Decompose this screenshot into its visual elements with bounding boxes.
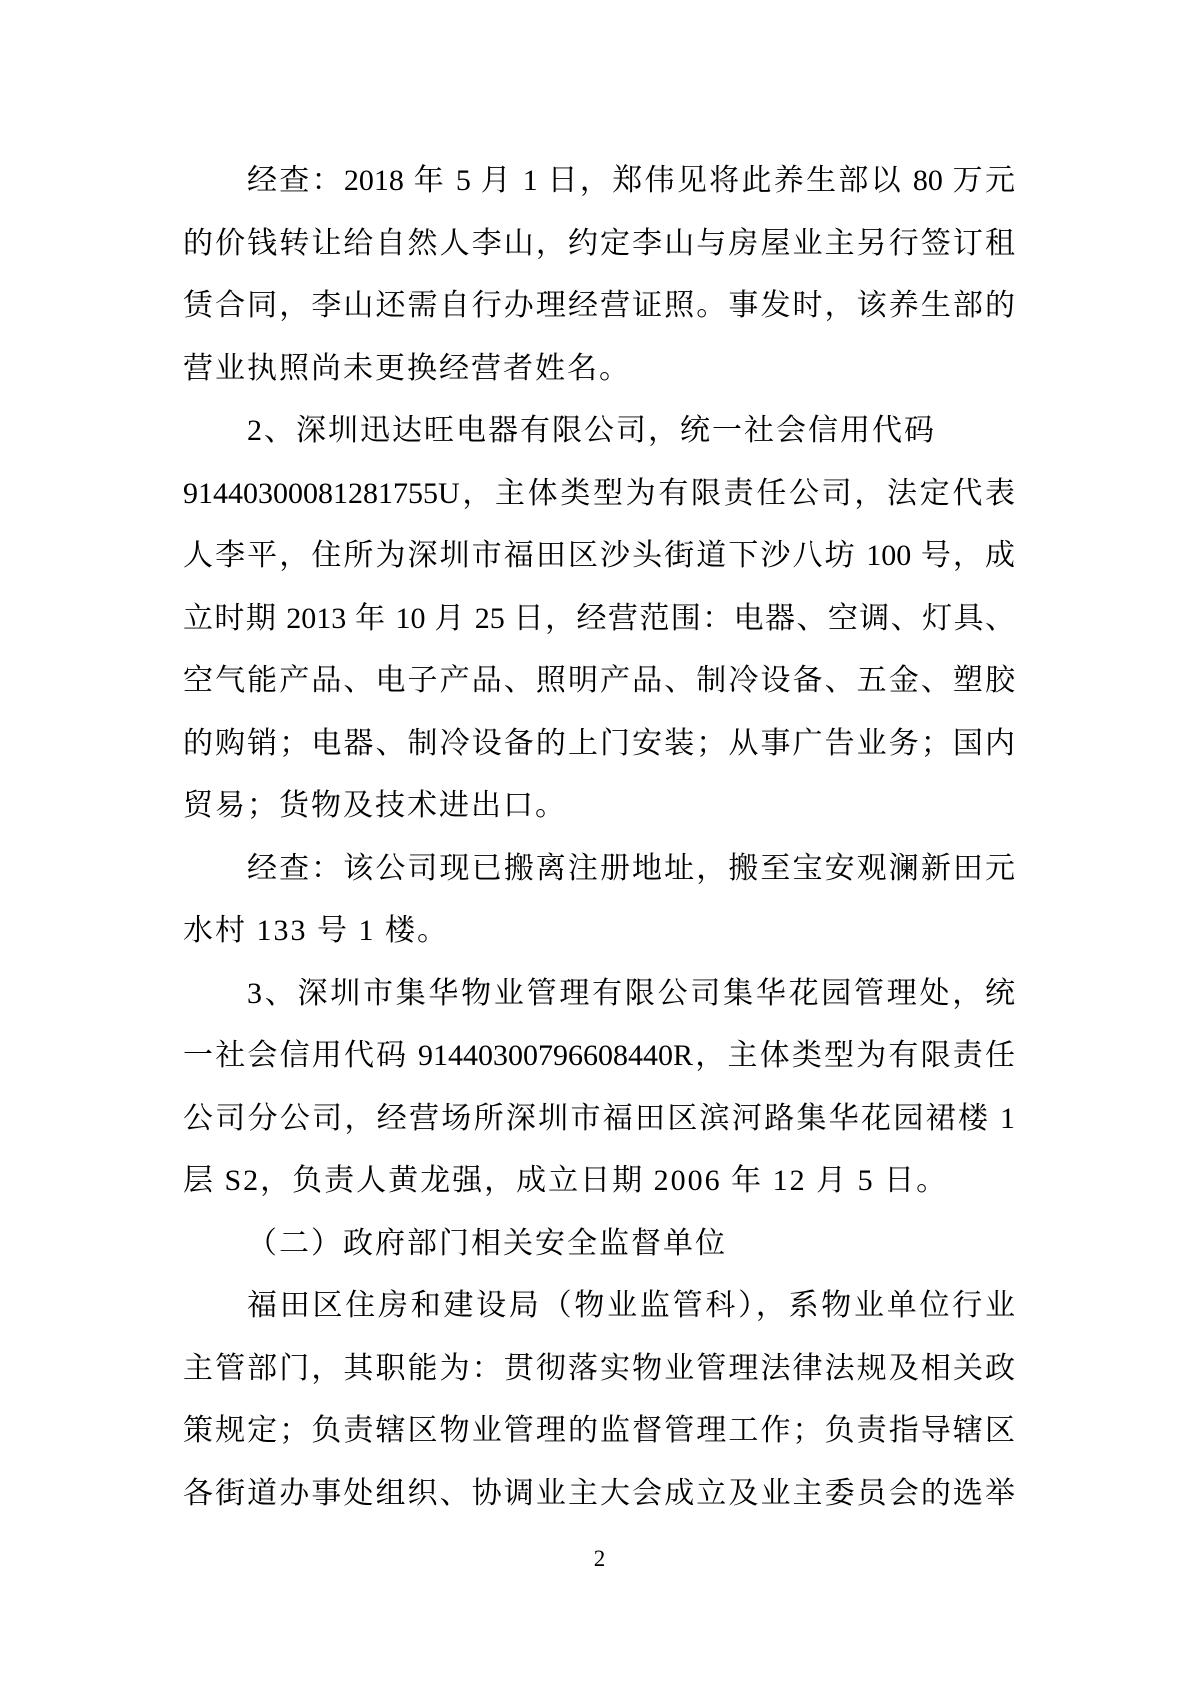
page-footer bbox=[0, 1546, 1199, 1572]
text-line: 的价钱转让给自然人李山，约定李山与房屋业主另行签订租 bbox=[183, 226, 1015, 260]
text-line: 91440300081281755U，主体类型为有限责任公司，法定代表 bbox=[183, 476, 1015, 510]
text-line: 人李平，住所为深圳市福田区沙头街道下沙八坊 100 号，成 bbox=[183, 539, 1015, 572]
text-line: 一社会信用代码 91440300796608440R，主体类型为有限责任 bbox=[183, 1039, 1015, 1072]
text-line: 的购销；电器、制冷设备的上门安装；从事广告业务；国内 bbox=[183, 726, 1015, 760]
text-line: 3、深圳市集华物业管理有限公司集华花园管理处，统 bbox=[247, 976, 1015, 1010]
text-line: 策规定；负责辖区物业管理的监督管理工作；负责指导辖区 bbox=[183, 1414, 1015, 1447]
text-line: 营业执照尚未更换经营者姓名。 bbox=[183, 351, 631, 385]
text-line: 2、深圳迅达旺电器有限公司，统一社会信用代码 bbox=[247, 414, 936, 447]
text-line: 赁合同，李山还需自行办理经营证照。事发时，该养生部的 bbox=[183, 289, 1015, 322]
text-line: （二）政府部门相关安全监督单位 bbox=[247, 1226, 727, 1260]
text-line: 贸易；货物及技术进出口。 bbox=[183, 789, 567, 822]
text-line: 立时期 2013 年 10 月 25 日，经营范围：电器、空调、灯具、 bbox=[183, 601, 1015, 635]
text-line: 经查：该公司现已搬离注册地址，搬至宝安观澜新田元 bbox=[247, 851, 1015, 885]
text-line: 公司分公司，经营场所深圳市福田区滨河路集华花园裙楼 1 bbox=[183, 1101, 1015, 1135]
text-line: 主管部门，其职能为：贯彻落实物业管理法律法规及相关政 bbox=[183, 1351, 1015, 1385]
text-line: 层 S2，负责人黄龙强，成立日期 2006 年 12 月 5 日。 bbox=[183, 1164, 949, 1197]
document-body bbox=[183, 150, 1015, 1525]
text-line: 水村 133 号 1 楼。 bbox=[183, 914, 449, 947]
text-line: 各街道办事处组织、协调业主大会成立及业主委员会的选举 bbox=[183, 1476, 1015, 1510]
text-line: 福田区住房和建设局（物业监管科），系物业单位行业 bbox=[247, 1289, 1015, 1322]
text-line: 空气能产品、电子产品、照明产品、制冷设备、五金、塑胶 bbox=[183, 664, 1015, 697]
text-line: 经查：2018 年 5 月 1 日，郑伟见将此养生部以 80 万元 bbox=[247, 164, 1015, 197]
page-number: 2 bbox=[593, 1546, 606, 1571]
